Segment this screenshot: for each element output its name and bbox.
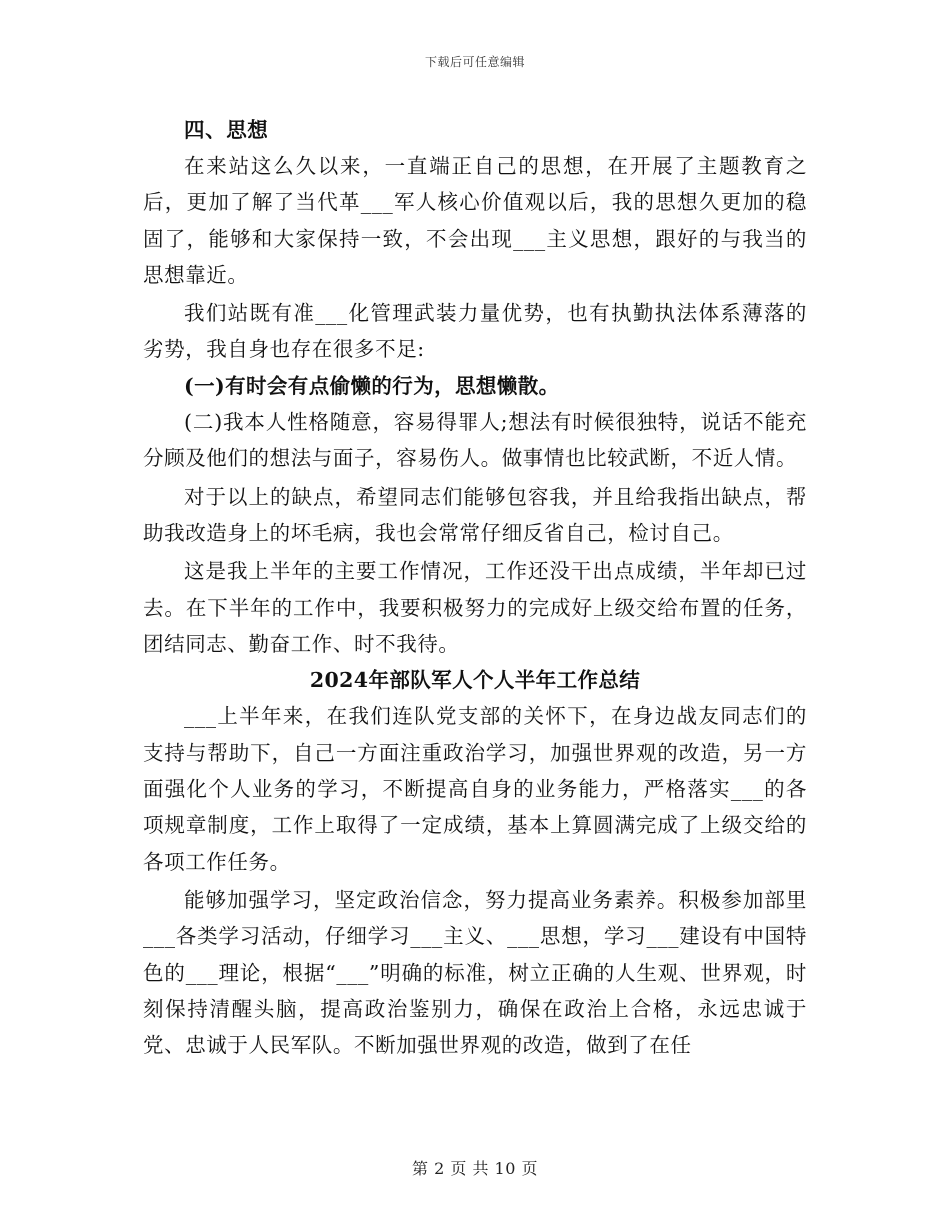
paragraph: 这是我上半年的主要工作情况，工作还没干出点成绩，半年却已过去。在下半年的工作中，我要积极努力的完成好上级交给布置的任务，团结同志、勤奋工作、时不我待。	[143, 559, 807, 656]
page-number: 第 2 页 共 10 页	[412, 1159, 538, 1178]
paragraph: 在来站这么久以来，一直端正自己的思想，在开展了主题教育之后，更加了解了当代革___军人核心价值观以后，我的思想久更加的稳固了，能够和大家保持一致，不会出现___主义思想，跟好的与我当的思想靠近。	[143, 154, 807, 287]
paragraph: 对于以上的缺点，希望同志们能够包容我，并且给我指出缺点，帮助我改造身上的坏毛病，我也会常常仔细反省自己，检讨自己。	[143, 484, 807, 545]
page-header: 下载后可任意编辑	[424, 55, 525, 69]
paragraph: 我们站既有准___化管理武装力量优势，也有执勤执法体系薄落的劣势，我自身也存在很多不足:	[143, 301, 807, 362]
section-heading: 四、思想	[184, 118, 269, 142]
list-item-bold: (一)有时会有点偷懒的行为，思想懒散。	[184, 373, 560, 398]
paragraph: ___上半年来，在我们连队党支部的关怀下，在身边战友同志们的支持与帮助下，自己一方面注重政治学习，加强世界观的改造，另一方面强化个人业务的学习，不断提高自身的业务能力，严格落实___的各项规章制度，工作上取得了一定成绩，基本上算圆满完成了上级交给的各项工作任务。	[143, 704, 807, 874]
article-title: 2024年部队军人个人半年工作总结	[309, 668, 641, 693]
paragraph: (二)我本人性格随意，容易得罪人;想法有时候很独特，说话不能充分顾及他们的想法与面子，容易伤人。做事情也比较武断，不近人情。	[143, 410, 807, 471]
document-body	[143, 112, 807, 1063]
paragraph: 能够加强学习，坚定政治信念，努力提高业务素养。积极参加部里___各类学习活动，仔细学习___主义、___思想，学习___建设有中国特色的___理论，根据“___”明确的标准，树立正确的人生观、世界观，时刻保持清醒头脑，提高政治鉴别力，确保在政治上合格，永远忠诚于党、忠诚于人民军队。不断加强世界观的改造，做到了在任	[143, 887, 807, 1058]
